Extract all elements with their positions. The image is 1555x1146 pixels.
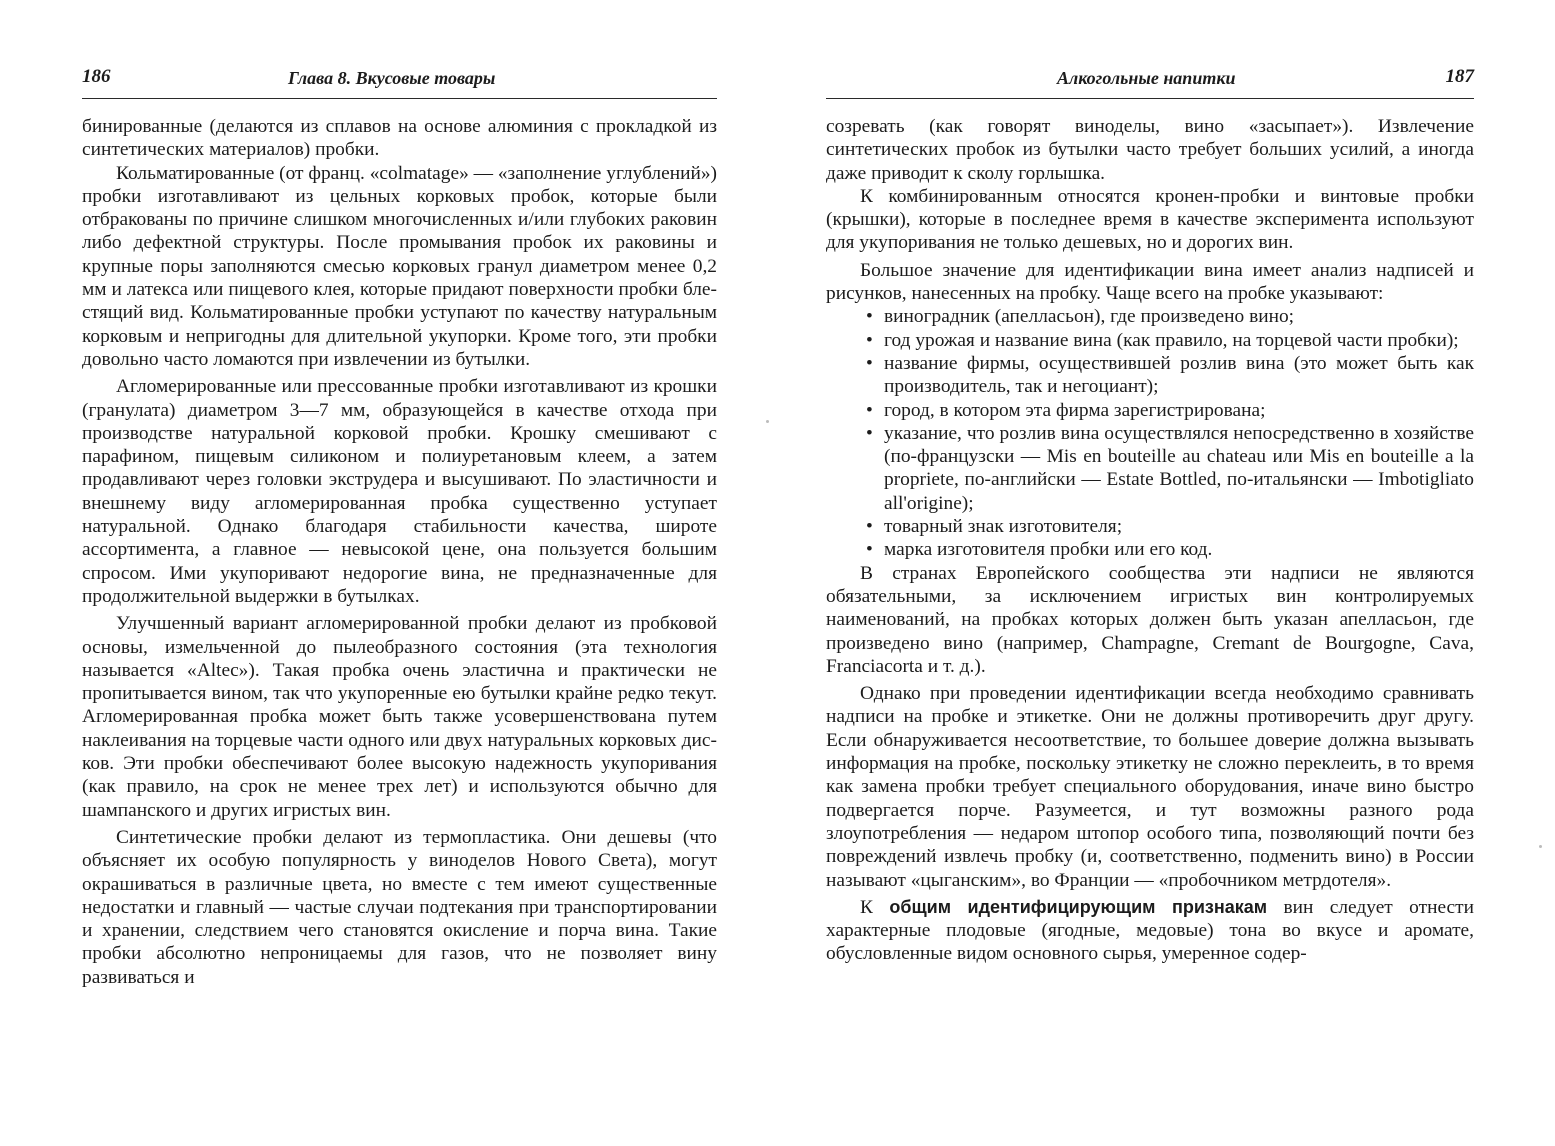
list-item [826, 399, 1474, 422]
right-page-body [826, 115, 1474, 966]
list-item [826, 352, 1474, 399]
left-paragraph-1: бинированные (делаются из сплавов на основе алюминия с прокладкой из синтетических материалов) пробки. [82, 116, 717, 161]
list-item [826, 538, 1474, 561]
left-page [82, 0, 717, 1146]
paragraph-lead-word: К [860, 896, 873, 918]
list-item-text: товарный знак изготовителя; [884, 516, 1123, 538]
identification-list [826, 305, 1474, 561]
list-item-text: виноградник (апелласьон), где произведено вино; [884, 306, 1295, 328]
left-running-title: Глава 8. Вкусовые товары [288, 68, 496, 88]
right-page [826, 0, 1474, 1146]
bullet-glyph: • [866, 516, 873, 538]
bullet-glyph: • [866, 422, 873, 444]
bullet-glyph: • [866, 399, 873, 421]
left-page-number: 186 [82, 66, 111, 87]
right-paragraph-2: К комбинированным относятся кронен-пробки и винтовые пробки (крышки), которые в последнее время в качестве эксперимента используют для укупоривания не только дешевых, но и дорогих вин. [826, 185, 1474, 254]
left-paragraph-3: Агломерированные или прессованные пробки изготавливают из крошки (гранулата) диаметром 3—7 мм, образующейся в качестве отхода при производстве натуральной корковой пробки. Крошку смешивают с парафином, пищевым силиконом и полиуретановым клеем, а затем продавливают через головки экструдера и высушивают. По эластичности и внешнему виду агломерированная пробка существенно уступает натуральной. Однако благодаря стабильности качества, широте ассортимента, а главное — невысокой цене, она пользуется большим спросом. Ими укупоривают недорогие вина, не предназначенные для продолжительной выдержки в бутылках. [82, 376, 717, 607]
paragraph-continuation: вин следует отнести характерные плодовые (ягодные, медовые) тона во вкусе и аромате, обусловленные видом основного сырья, умеренное содер- [826, 896, 1474, 965]
list-item [826, 329, 1474, 352]
right-page-header [826, 0, 1474, 99]
bullet-glyph: • [866, 539, 873, 561]
left-paragraph-4: Улучшенный вариант агломерированной пробки делают из пробковой основы, измельченной до пылеобразного состояния (эта технология называется «Altec»). Такая пробка очень эластична и практически не пропитывается вином, так что укупоренные ею бутылки крайне редко текут. Агломерированная пробка может быть также усовершенствована путем наклеивания на торцевые части одного или двух натуральных корковых дисков. Эти пробки обеспечивают более высокую надежность укупоривания (как правило, на срок не менее трех лет) и используются обычно для шампанского и других игристых вин. [82, 613, 717, 821]
left-page-body [82, 115, 717, 989]
right-paragraph-6 [826, 896, 1474, 966]
right-paragraph-1: созревать (как говорят виноделы, вино «засыпает»). Извлечение синтетических пробок из бутылки часто требует больших усилий, а иногда даже приводит к сколу горлышка. [826, 116, 1474, 184]
list-item [826, 305, 1474, 328]
list-item-text: год урожая и название вина (как правило, на торцевой части пробки); [884, 329, 1459, 351]
left-paragraph-2: Кольматированные (от франц. «colmatage» — «заполнение углублений») пробки изготавливают из цельных корковых пробок, которые были отбракованы по причине слишком многочисленных и/или глубоких раковин либо дефектной структуры. После промывания пробок их раковины и крупные поры заполняются смесью корковых гранул диаметром менее 0,2 мм и латекса или пищевого клея, которые придают поверхности пробки блестящий вид. Кольматированные пробки уступают по качеству натуральным корковым и непригодны для длительной укупорки. Кроме того, эти пробки довольно часто ломаются при извлечении из бутылки. [82, 162, 717, 370]
highlighted-term: общим идентифицирующим признакам [889, 896, 1268, 917]
bullet-glyph: • [866, 306, 873, 328]
list-item [826, 515, 1474, 538]
right-page-number: 187 [1445, 66, 1474, 87]
list-item-text: указание, что розлив вина осуществлялся непосредственно в хозяйстве (по-французски — Mis en bouteille au chateau или Mis en bouteille a la propriete, по-английски — Estate Bottled, по-итальянски — Imbotigliato all'origine); [884, 422, 1474, 514]
right-paragraph-4: В странах Европейского сообщества эти надписи не являются обязательными, за исключением игристых вин контролируемых наименований, на пробках которых должен быть указан апелласьон, где произведено вино (например, Champagne, Cremant de Bourgogne, Cava, Franciacorta и т. д.). [826, 562, 1474, 677]
bullet-glyph: • [866, 329, 873, 351]
scan-speck [1539, 845, 1542, 848]
right-paragraph-5: Однако при проведении идентификации всегда необходимо сравнивать надписи на пробке и этикетке. Они не должны противоречить друг другу. Если обнаруживается несоответствие, то большее доверие должна вызывать информация на пробке, поскольку этикетку не сложно переклеить, в то время как замена пробки требует специального оборудования, иначе вино быстро подвергается порче. Разумеется, и тут возможны разного рода злоупотребления — недаром штопор особого типа, позволяющий почти без повреждений извлечь пробку (и, соответственно, подменить вино) в России называют «цыганским», во Франции — «пробочником метрдотеля». [826, 683, 1474, 891]
right-paragraph-3: Большое значение для идентификации вина имеет анализ надписей и рисунков, нанесенных на пробку. Чаще всего на пробке указывают: [826, 259, 1474, 305]
right-running-title: Алкогольные напитки [1057, 68, 1236, 88]
bullet-glyph: • [866, 352, 873, 374]
list-item-text: марка изготовителя пробки или его код. [884, 539, 1213, 561]
list-item-text: название фирмы, осуществившей розлив вина (это может быть как производитель, так и негоциант); [884, 352, 1474, 398]
scan-speck [766, 420, 769, 423]
list-item-text: город, в котором эта фирма зарегистрирована; [884, 399, 1266, 421]
left-paragraph-5: Синтетические пробки делают из термопластика. Они дешевы (что объясняет их особую популярность у виноделов Нового Света), могут окрашиваться в различные цвета, но вместе с тем имеют существенные недостатки и главный — частые случаи подтекания при транспортировании и хранении, следствием чего становятся окисление и порча вина. Такие пробки абсолютно непроницаемы для газов, что не позволяет вину развиваться и [82, 826, 717, 988]
list-item [826, 422, 1474, 515]
left-page-header [82, 0, 717, 99]
